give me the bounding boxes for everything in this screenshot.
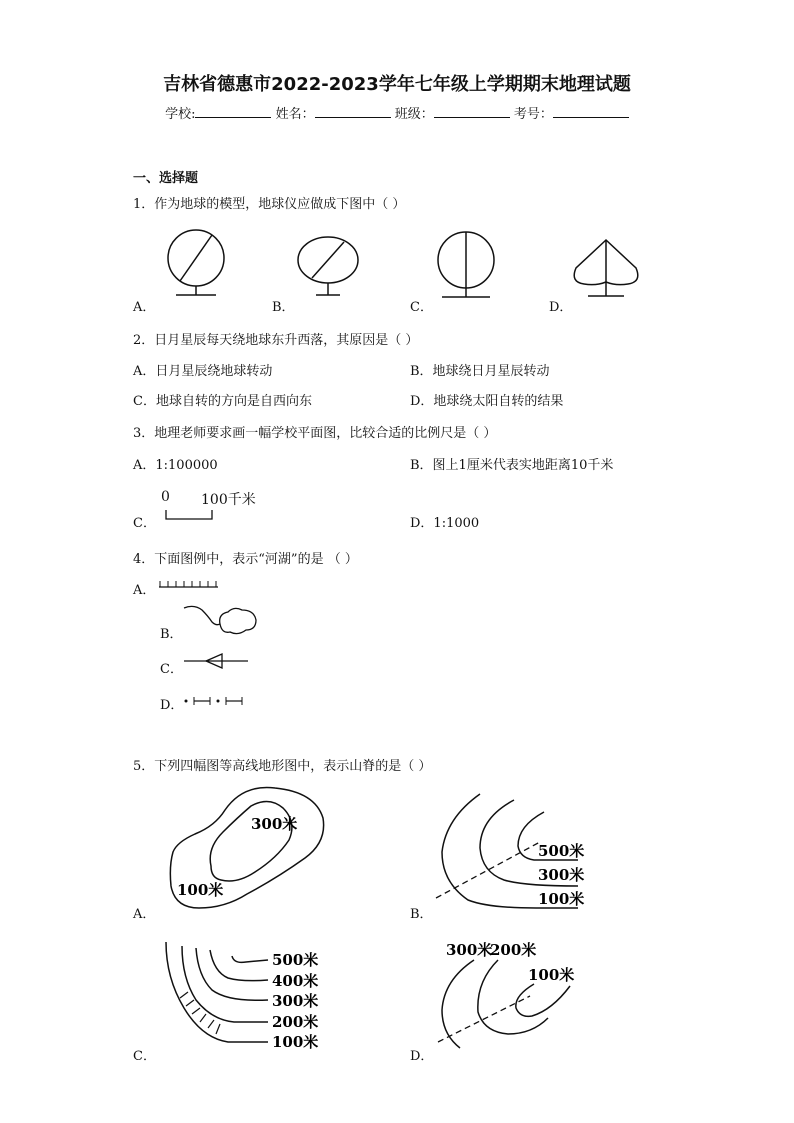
q1-option-a[interactable]: A． bbox=[133, 300, 156, 315]
exam-number-label: 考号： bbox=[513, 107, 553, 122]
contour-label: 500米 bbox=[538, 842, 585, 860]
question-4: 4．下面图例中，表示“河湖”的是 （ ） bbox=[133, 552, 358, 567]
contour-map-a bbox=[165, 782, 340, 917]
boundary-symbol-icon bbox=[182, 696, 246, 706]
globe-figure-a bbox=[160, 228, 240, 300]
exam-number-blank[interactable] bbox=[553, 105, 629, 118]
globe-figure-c bbox=[430, 230, 510, 302]
question-3: 3．地理老师要求画一幅学校平面图，比较合适的比例尺是（ ） bbox=[133, 426, 497, 441]
contour-label: 300米 bbox=[272, 992, 319, 1010]
q3-option-d[interactable]: D．1:1000 bbox=[410, 516, 480, 531]
contour-map-c bbox=[158, 938, 328, 1058]
river-lake-symbol-icon bbox=[182, 604, 262, 640]
q3-option-b[interactable]: B．图上1厘米代表实地距离10千米 bbox=[410, 458, 614, 473]
q5-option-d[interactable]: D． bbox=[410, 1049, 434, 1064]
school-blank[interactable] bbox=[195, 105, 271, 118]
globe-figure-d bbox=[568, 236, 648, 302]
name-blank[interactable] bbox=[315, 105, 391, 118]
contour-label: 400米 bbox=[272, 972, 319, 990]
class-blank[interactable] bbox=[434, 105, 510, 118]
scale-bar-figure bbox=[165, 508, 215, 522]
name-label: 姓名： bbox=[275, 107, 315, 122]
contour-map-d bbox=[428, 938, 598, 1056]
page-title: 吉林省德惠市2022-2023学年七年级上学期期末地理试题 bbox=[163, 74, 631, 95]
q4-option-d[interactable]: D． bbox=[160, 698, 184, 713]
q2-option-c[interactable]: C．地球自转的方向是自西向东 bbox=[133, 394, 312, 409]
question-5: 5．下列四幅图等高线地形图中，表示山脊的是（ ） bbox=[133, 759, 432, 774]
contour-label: 300米 bbox=[538, 866, 585, 884]
contour-label: 100米 bbox=[177, 881, 224, 899]
q4-option-b[interactable]: B． bbox=[160, 627, 183, 642]
contour-label: 100米 bbox=[528, 966, 575, 984]
contour-label: 100米 bbox=[538, 890, 585, 908]
q2-option-d[interactable]: D．地球绕太阳自转的结果 bbox=[410, 394, 564, 409]
school-label: 学校: bbox=[165, 107, 196, 122]
section-heading: 一、选择题 bbox=[133, 171, 199, 186]
q1-option-c[interactable]: C． bbox=[410, 300, 433, 315]
q2-option-a[interactable]: A．日月星辰绕地球转动 bbox=[133, 364, 273, 379]
q1-option-b[interactable]: B． bbox=[272, 300, 295, 315]
contour-map-b bbox=[428, 790, 598, 915]
question-2: 2．日月星辰每天绕地球东升西落，其原因是（ ） bbox=[133, 333, 419, 348]
contour-label: 100米 bbox=[272, 1033, 319, 1051]
globe-figure-b bbox=[294, 232, 374, 302]
scale-bar-start-label: 0 bbox=[161, 489, 170, 505]
q3-option-a[interactable]: A．1:100000 bbox=[133, 458, 218, 473]
flow-direction-symbol-icon bbox=[182, 652, 252, 670]
contour-label: 500米 bbox=[272, 951, 319, 969]
contour-label: 300米 bbox=[446, 941, 493, 959]
q5-option-a[interactable]: A． bbox=[133, 907, 156, 922]
contour-label: 200米 bbox=[490, 941, 537, 959]
student-info-line bbox=[0, 103, 794, 122]
q5-option-c[interactable]: C． bbox=[133, 1049, 156, 1064]
question-1: 1．作为地球的模型，地球仪应做成下图中（ ） bbox=[133, 197, 406, 212]
q3-option-c[interactable]: C． bbox=[133, 516, 156, 531]
contour-label: 200米 bbox=[272, 1013, 319, 1031]
class-label: 班级： bbox=[394, 107, 434, 122]
q2-option-b[interactable]: B．地球绕日月星辰转动 bbox=[410, 364, 550, 379]
scale-bar-end-label: 100千米 bbox=[201, 492, 256, 508]
q5-option-b[interactable]: B． bbox=[410, 907, 433, 922]
q4-option-c[interactable]: C． bbox=[160, 662, 183, 677]
q4-option-a[interactable]: A． bbox=[133, 583, 156, 598]
q1-option-d[interactable]: D． bbox=[549, 300, 573, 315]
contour-label: 300米 bbox=[251, 815, 298, 833]
railway-symbol-icon bbox=[158, 578, 222, 590]
